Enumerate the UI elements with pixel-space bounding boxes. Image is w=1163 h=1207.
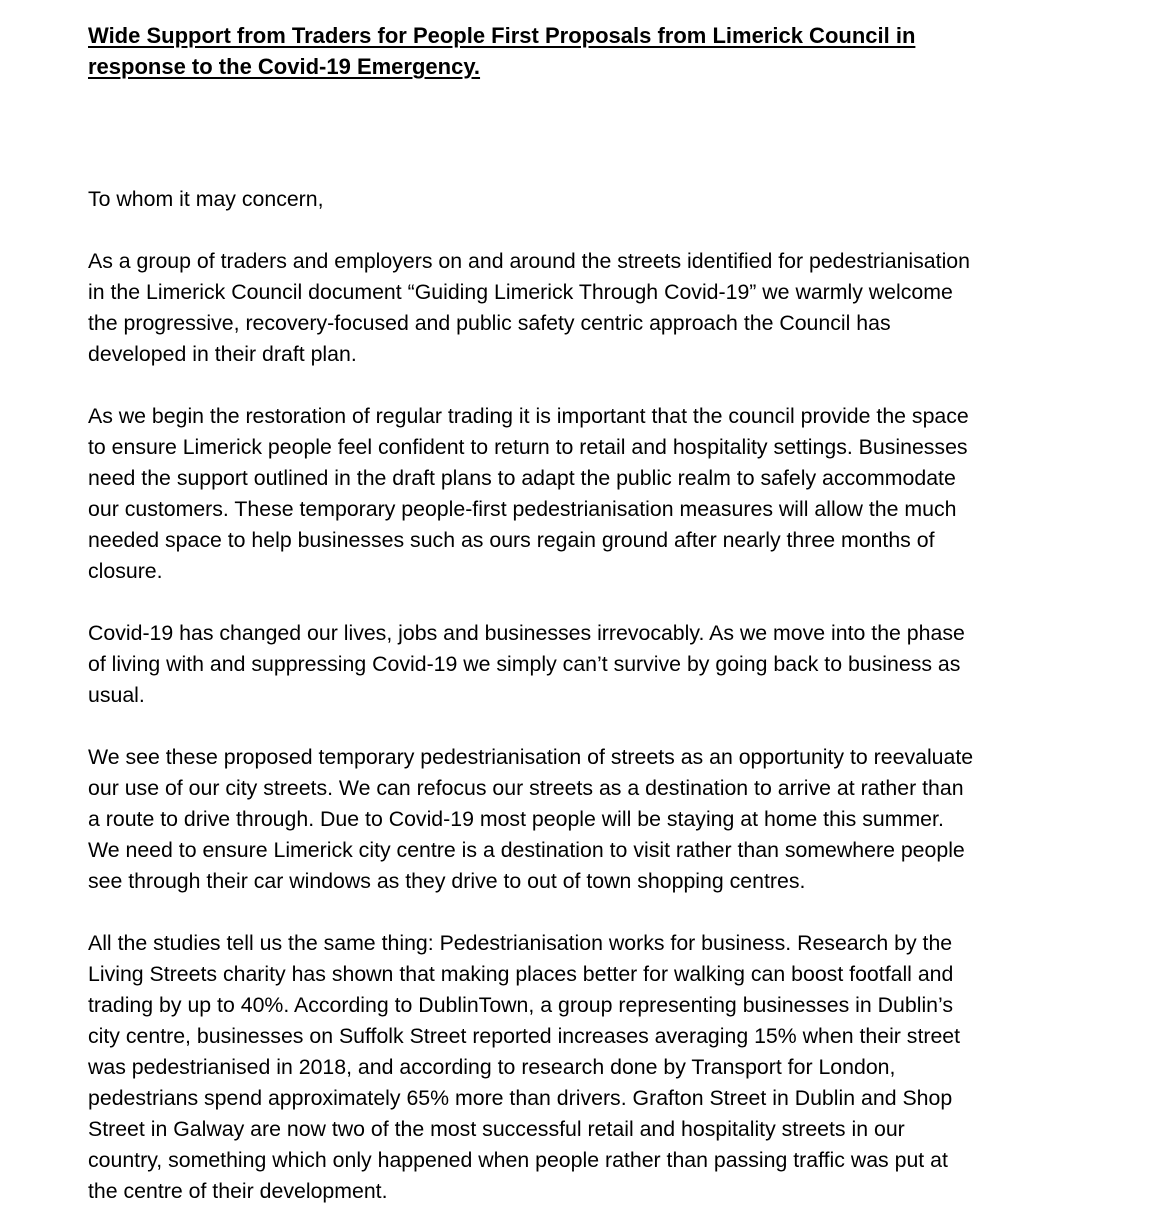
paragraph-covid-impact <box>88 618 1088 711</box>
text-line: Covid-19 has changed our lives, jobs and businesses irrevocably. As we move into the phase <box>88 621 965 645</box>
paragraph-opportunity <box>88 742 1088 897</box>
text-line: the centre of their development. <box>88 1179 388 1203</box>
text-line: We need to ensure Limerick city centre is a destination to visit rather than somewhere people <box>88 838 965 862</box>
text-line: needed space to help businesses such as ours regain ground after nearly three months of <box>88 528 935 552</box>
text-line: our use of our city streets. We can refocus our streets as a destination to arrive at rather than <box>88 776 964 800</box>
paragraph-welcome <box>88 246 1088 370</box>
text-line: the progressive, recovery-focused and public safety centric approach the Council has <box>88 311 891 335</box>
text-line: developed in their draft plan. <box>88 342 357 366</box>
text-line: As a group of traders and employers on and around the streets identified for pedestrianisation <box>88 249 970 273</box>
document-page <box>88 20 1088 1207</box>
text-line: city centre, businesses on Suffolk Street reported increases averaging 15% when their street <box>88 1024 961 1048</box>
text-line: was pedestrianised in 2018, and according to research done by Transport for London, <box>88 1055 896 1079</box>
text-line: Living Streets charity has shown that making places better for walking can boost footfall and <box>88 962 954 986</box>
text-line: see through their car windows as they drive to out of town shopping centres. <box>88 869 806 893</box>
paragraph-studies <box>88 928 1088 1207</box>
text-line: need the support outlined in the draft plans to adapt the public realm to safely accommodate <box>88 466 956 490</box>
text-line: trading by up to 40%. According to DublinTown, a group representing businesses in Dublin’s <box>88 993 954 1017</box>
text-line: of living with and suppressing Covid-19 we simply can’t survive by going back to business as <box>88 652 961 676</box>
text-line: country, something which only happened when people rather than passing traffic was put at <box>88 1148 948 1172</box>
text-line: Street in Galway are now two of the most successful retail and hospitality streets in our <box>88 1117 905 1141</box>
title-line: Wide Support from Traders for People First Proposals from Limerick Council in <box>88 23 916 48</box>
text-line: in the Limerick Council document “Guiding Limerick Through Covid-19” we warmly welcome <box>88 280 953 304</box>
text-line: closure. <box>88 559 163 583</box>
paragraph-restoration <box>88 401 1088 587</box>
text-line: All the studies tell us the same thing: Pedestrianisation works for business. Research by the <box>88 931 953 955</box>
document-title <box>88 20 1088 82</box>
text-line: to ensure Limerick people feel confident to return to retail and hospitality settings. Businesses <box>88 435 968 459</box>
text-line: As we begin the restoration of regular trading it is important that the council provide the space <box>88 404 969 428</box>
title-line: response to the Covid-19 Emergency. <box>88 54 481 79</box>
text-line: our customers. These temporary people-first pedestrianisation measures will allow the much <box>88 497 957 521</box>
text-line: a route to drive through. Due to Covid-19 most people will be staying at home this summer. <box>88 807 944 831</box>
salutation: To whom it may concern, <box>88 187 324 211</box>
text-line: We see these proposed temporary pedestrianisation of streets as an opportunity to reevaluate <box>88 745 974 769</box>
text-line: usual. <box>88 683 145 707</box>
text-line: pedestrians spend approximately 65% more than drivers. Grafton Street in Dublin and Shop <box>88 1086 953 1110</box>
